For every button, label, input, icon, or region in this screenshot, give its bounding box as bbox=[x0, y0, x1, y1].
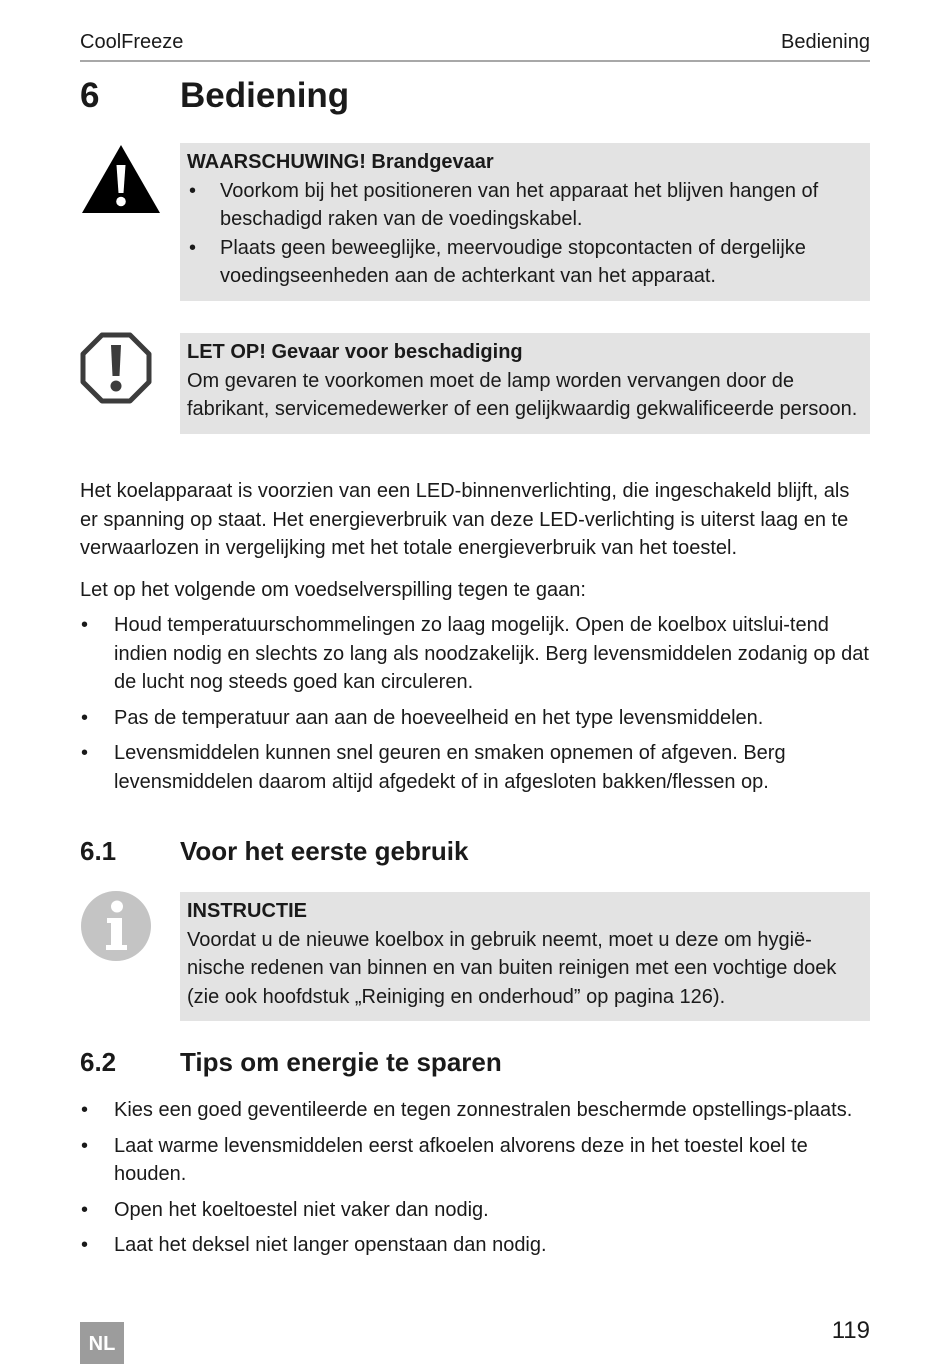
caution-notice bbox=[180, 333, 870, 434]
list-item: • Pas de temperatuur aan aan de hoeveelheid en het type levensmiddelen. bbox=[81, 706, 764, 729]
warning-triangle-icon bbox=[80, 143, 162, 215]
warning-title: WAARSCHUWING! Brandgevaar bbox=[187, 151, 494, 173]
caution-text: Om gevaren te voorkomen moet de lamp worden vervangen door de fabrikant, servicemedewerker of een gelijkwaardig gekwalificeerde persoon. bbox=[187, 369, 858, 421]
header-product-name: CoolFreeze bbox=[80, 31, 184, 53]
list-item: • Voorkom bij het positioneren van het apparaat het blijven hangen of beschadigd raken van de voedingskabel. bbox=[189, 179, 819, 231]
section-number: 6.1 bbox=[80, 836, 117, 866]
caution-title: LET OP! Gevaar voor beschadiging bbox=[187, 341, 523, 363]
food-waste-list bbox=[80, 611, 870, 803]
list-item: • Laat het deksel niet langer openstaan dan nodig. bbox=[81, 1234, 547, 1256]
chapter-number: 6 bbox=[80, 76, 100, 115]
warning-notice bbox=[180, 143, 870, 301]
list-item: • Laat warme levensmiddelen eerst afkoelen alvorens deze in het toestel koel te houden. bbox=[81, 1134, 808, 1185]
list-item: • Levensmiddelen kunnen snel geuren en smaken opnemen of afgeven. Berg levensmiddelen daarom altijd afgedekt of in afgesloten bakken/flessen op. bbox=[81, 742, 786, 793]
section-title: Voor het eerste gebruik bbox=[180, 836, 469, 866]
header-section-name: Bediening bbox=[781, 31, 870, 53]
list-item: • Kies een goed geventileerde en tegen zonnestralen beschermde opstellings-plaats. bbox=[81, 1099, 853, 1121]
warning-list bbox=[187, 177, 863, 291]
intro-paragraph: Het koelapparaat is voorzien van een LED-binnenverlichting, die ingeschakeld blijft, als er spanning op staat. Het energieverbruik van deze LED-verlichting is uiterst laag en te verwaarlozen in vergelijking met het totale energieverbruik van het toestel. bbox=[80, 480, 850, 559]
chapter-title: Bediening bbox=[180, 76, 350, 115]
instruction-notice bbox=[180, 892, 870, 1021]
page-number: 119 bbox=[831, 1317, 870, 1344]
running-header bbox=[80, 30, 870, 62]
section-title: Tips om energie te sparen bbox=[180, 1047, 502, 1077]
caution-octagon-icon bbox=[80, 332, 152, 404]
section-number: 6.2 bbox=[80, 1047, 117, 1077]
list-item: • Plaats geen beweeglijke, meervoudige stopcontacten of dergelijke voedingseenheden aan de achterkant van het apparaat. bbox=[189, 236, 806, 288]
list-item: • Houd temperatuurschommelingen zo laag mogelijk. Open de koelbox uitslui-tend indien nodig en slechts zo lang als noodzakelijk. Berg levensmiddelen zodanig op dat de lucht nog steeds goed kan circuleren. bbox=[81, 614, 869, 693]
instruction-text: Voordat u de nieuwe koelbox in gebruik neemt, moet u deze om hygië-nische redenen van binnen en van buiten reinigen met een vochtige doek (zie ook hoofdstuk „Reiniging en onderhoud” op pagina 126). bbox=[187, 928, 837, 1008]
energy-tips-list bbox=[80, 1096, 870, 1267]
instruction-title: INSTRUCTIE bbox=[187, 900, 307, 922]
list-item: • Open het koeltoestel niet vaker dan nodig. bbox=[81, 1198, 489, 1221]
info-circle-icon bbox=[80, 890, 152, 962]
language-tab: NL bbox=[80, 1322, 124, 1364]
manual-page bbox=[80, 0, 870, 1365]
food-waste-lead: Let op het volgende om voedselverspilling tegen te gaan: bbox=[80, 579, 586, 601]
